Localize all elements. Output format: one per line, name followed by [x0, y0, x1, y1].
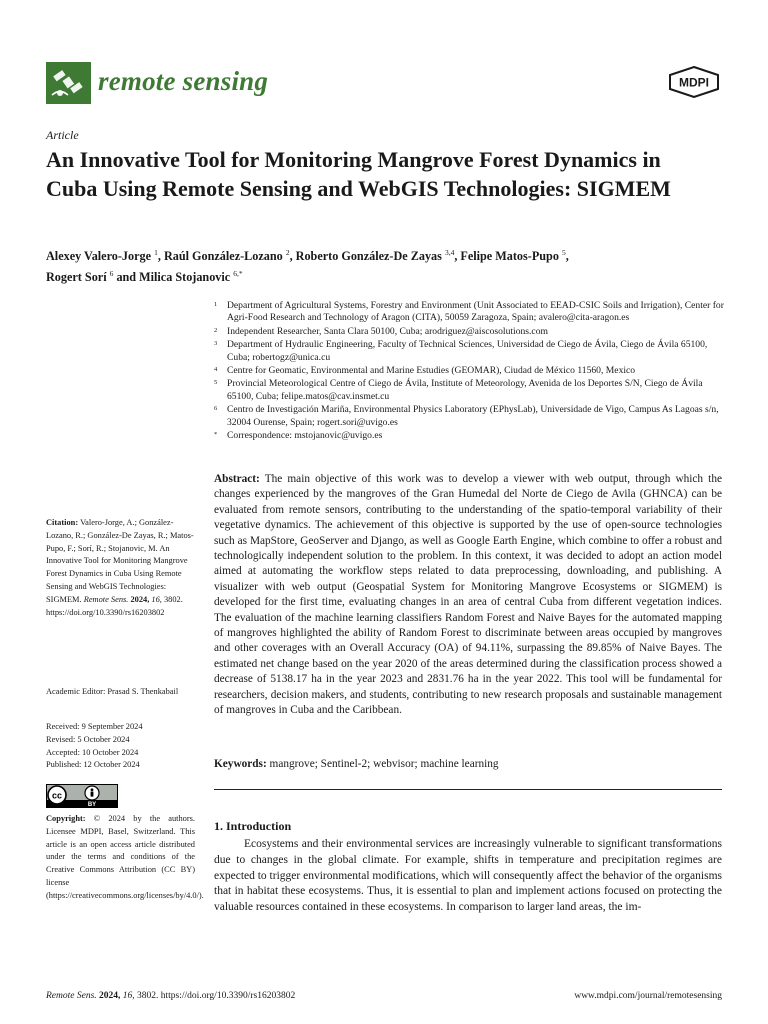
citation-journal: Remote Sens.	[83, 594, 129, 604]
author-separator: ,	[565, 249, 569, 264]
abstract-text: The main objective of this work was to develop a viewer with web output, through which the changes experienced by the mangroves of the Gran Humedal del Norte de Ciego de Avila (GHNCA) can be evaluated from remote sensors, contributing to the understanding of the spatio-temporal variability of their vegetative dynamics. The achievement of this objective is supported by the use of open-source technologies such as MapStore, GeoServer and Django, as well as Google Earth Engine, which combine to offer a robust and technologically independent solution to the problem. In this context, it was decided to adopt an action model aimed at automating the workflow steps related to data preprocessing, downloading, and publishing. A visualizer with web output (Geospatial System for Monitoring Mangrove Ecosystems or SIGMEM) is developed for the first time, evaluating changes in an area of central Cuba from different vegetation indices. The evaluation of the machine learning classifiers Random Forest and Naive Bayes for the automated mapping of mangroves highlighted the ability of Random Forest to discriminate between areas occupied by mangroves and other coverages with an Overall Accuracy (OA) of 94.11%, surpassing the 89.85% of Naive Bayes. The estimated net change based on the year 2020 of the areas determined during the classification process showed a decrease of 5138.17 ha in the year 2023 and 2831.76 ha in the year 2022. This tool will be fundamental for researchers, decision makers, and students, contributing to new research proposals and sustainable management of mangroves in Cuba and the Caribbean.	[214, 473, 722, 717]
author-name: Raúl González-Lozano	[163, 249, 283, 264]
footer-year: 2024,	[99, 991, 121, 1001]
journal-logo	[46, 62, 91, 104]
affiliation-text: Department of Hydraulic Engineering, Faculty of Technical Sciences, Universidad de Ciego de Ávila, Ciego de Ávila 65100, Cuba; robertogz@unica.cu	[227, 339, 708, 363]
section-divider	[214, 789, 722, 790]
keywords-label: Keywords:	[214, 758, 267, 770]
affiliation-text: Centre for Geomatic, Environmental and Marine Estudies (GEOMAR), Ciudad de México 11560, Mexico	[227, 365, 636, 377]
affiliation-item	[214, 404, 724, 429]
footer-journal-url[interactable]: www.mdpi.com/journal/remotesensing	[574, 991, 722, 1001]
affiliation-item	[214, 430, 724, 442]
author-affiliation-marker: 3,4	[444, 248, 455, 257]
received-date: Received: 9 September 2024	[46, 722, 143, 731]
affiliation-list	[214, 300, 724, 443]
affiliation-number: *	[214, 431, 218, 439]
affiliation-number: 4	[214, 366, 218, 374]
affiliation-item	[214, 365, 724, 377]
copyright-text: © 2024 by the authors. Licensee MDPI, Basel, Switzerland. This article is an open access article distributed under the terms and conditions of the Creative Commons Attribution (CC BY) license	[46, 814, 196, 887]
mdpi-logo	[667, 66, 721, 98]
keywords	[214, 757, 722, 772]
author-separator: and	[113, 270, 140, 285]
citation-volume: 16,	[151, 594, 162, 604]
cc-by-license-badge[interactable]	[46, 784, 118, 808]
copyright-block	[46, 813, 204, 903]
citation-doi[interactable]: 3802. https://doi.org/10.3390/rs16203802	[46, 594, 183, 617]
affiliation-number: 3	[214, 340, 218, 348]
author-separator: ,	[289, 249, 296, 264]
affiliation-number: 5	[214, 379, 218, 387]
copyright-label: Copyright:	[46, 814, 86, 823]
author-separator: ,	[157, 249, 164, 264]
author-name: Roberto González-De Zayas	[295, 249, 442, 264]
revised-date: Revised: 5 October 2024	[46, 734, 130, 744]
affiliation-text: Correspondence: mstojanovic@uvigo.es	[227, 430, 383, 442]
abstract	[214, 472, 722, 719]
footer-citation	[46, 991, 295, 1001]
license-link[interactable]: (https://creativecommons.org/licenses/by/4.0/).	[46, 890, 204, 900]
section-heading: 1. Introduction	[214, 819, 292, 833]
author-name: Alexey Valero-Jorge	[46, 249, 152, 264]
author-affiliation-marker: 6	[109, 269, 114, 279]
citation-text: Valero-Jorge, A.; González-Lozano, R.; González-De Zayas, R.; Matos-Pupo, F.; Sorí, R.; Stojanovic, M. An Innovative Tool for Monitoring Mangrove Forest Dynamics in Cuba Using Remote Sensing and WebGIS Technologies: SIGMEM.	[46, 518, 194, 604]
academic-editor: Academic Editor: Prasad S. Thenkabail	[46, 687, 179, 696]
footer-journal: Remote Sens.	[46, 991, 97, 1001]
author-affiliation-marker: 1	[154, 248, 158, 257]
affiliation-text: Provincial Meteorological Centre of Ciego de Ávila, Institute of Meteorology, Avenida de los Deportes S/N, Ciego de Ávila 65100, Cuba; felipe.matos@cav.insmet.cu	[227, 378, 703, 402]
affiliation-item	[214, 339, 724, 364]
author-separator: ,	[454, 249, 461, 264]
author-affiliation-marker: 2	[285, 248, 290, 257]
keywords-text: mangrove; Sentinel-2; webvisor; machine learning	[269, 758, 499, 770]
published-date: Published: 12 October 2024	[46, 760, 140, 770]
citation-block	[46, 517, 196, 619]
affiliation-text: Department of Agricultural Systems, Forestry and Environment (Unit Associated to EEAD-CSIC Soils and Irrigation), Center for Agri-Food Research and Technology of Aragon (CITA), 50059 Zaragoza, Spain; avalero@cita-aragon.es	[227, 300, 724, 324]
article-title: An Innovative Tool for Monitoring Mangrove Forest Dynamics in Cuba Using Remote Sensing and WebGIS Technologies: SIGMEM	[46, 147, 671, 201]
affiliation-item	[214, 326, 724, 338]
footer-doi[interactable]: 3802. https://doi.org/10.3390/rs16203802	[137, 991, 296, 1001]
cc-label: BY	[87, 802, 97, 808]
citation-year: 2024,	[130, 594, 150, 604]
introduction-text: Ecosystems and their environmental services are increasingly vulnerable to significant transformations due to changes in the global climate. For example, shifts in temperature and precipitation regimes are expected to trigger environmental modifications, which will consequently affect the behavior of the organisms that in habitat these ecosystems. Thus, it is essential to plan and implement actions focused on protecting the valuable resources contained in these ecosystems. In comparison to larger land areas, the im-	[214, 838, 722, 914]
satellite-icon	[46, 62, 91, 104]
journal-name: remote sensing	[98, 66, 269, 96]
publication-dates	[46, 721, 196, 772]
affiliation-item	[214, 378, 724, 403]
affiliation-number: 2	[214, 326, 218, 334]
affiliation-number: 1	[214, 301, 218, 308]
author-list	[46, 244, 726, 286]
accepted-date: Accepted: 10 October 2024	[46, 747, 139, 757]
affiliation-text: Independent Researcher, Santa Clara 50100, Cuba; arodriguez@aiscosolutions.com	[227, 325, 548, 337]
author-name: Milica Stojanovic	[139, 270, 231, 285]
author-affiliation-marker: 5	[561, 248, 566, 257]
abstract-label: Abstract:	[214, 473, 260, 485]
citation-label: Citation:	[46, 518, 79, 527]
author-affiliation-marker: 6,*	[233, 269, 243, 279]
article-type: Article	[46, 128, 79, 142]
author-name: Rogert Sorí	[46, 270, 107, 285]
affiliation-text: Centro de Investigación Mariña, Environmental Physics Laboratory (EPhysLab), Universidade de Vigo, Campus As Lagoas s/n, 32004 Ourense, Spain; rogert.sori@uvigo.es	[227, 404, 719, 428]
affiliation-item	[214, 300, 724, 325]
affiliation-number: 6	[214, 405, 218, 413]
author-name: Felipe Matos-Pupo	[460, 249, 559, 264]
svg-text:cc: cc	[51, 790, 63, 801]
footer-volume: 16,	[122, 991, 135, 1001]
mdpi-logo-text: MDPI	[679, 75, 709, 90]
